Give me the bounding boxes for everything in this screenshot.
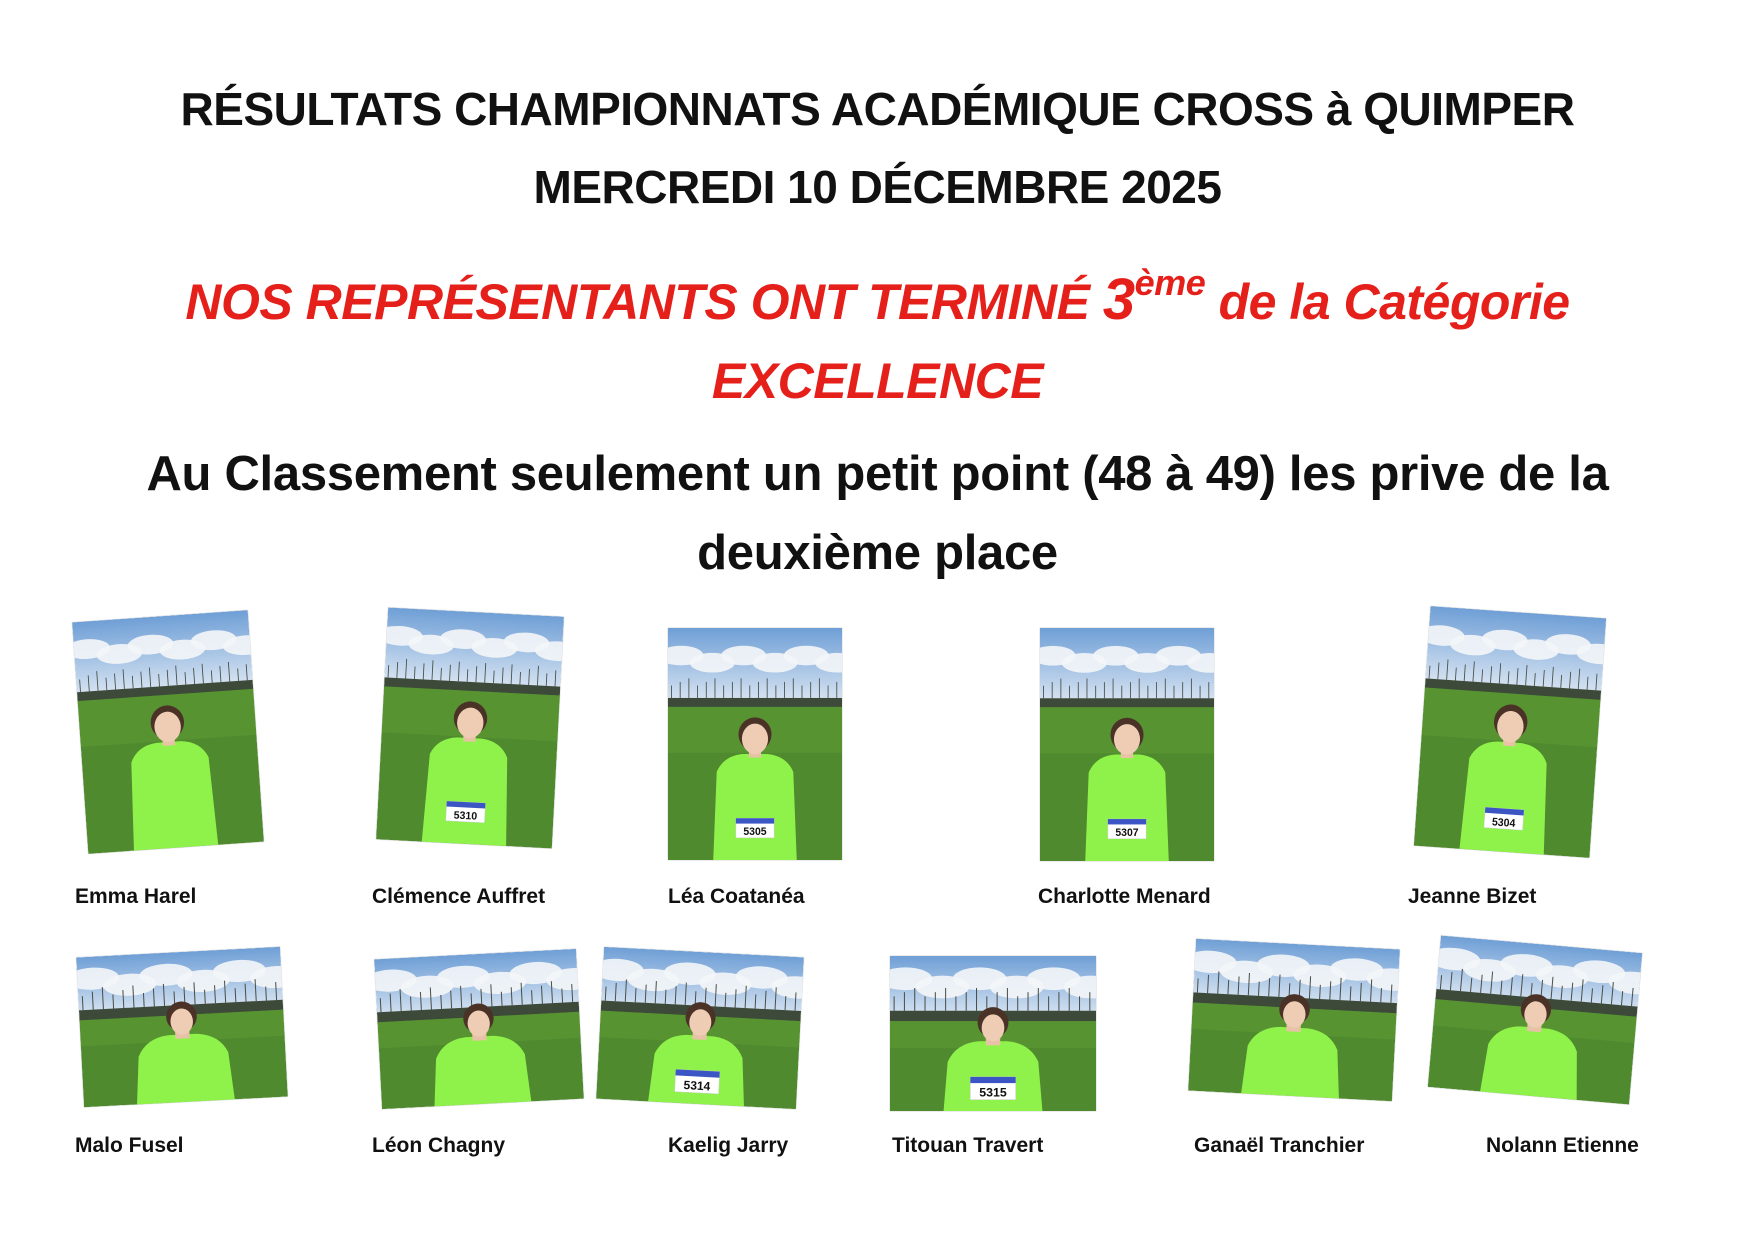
runner-photo xyxy=(1414,606,1606,858)
ranking-line-2: deuxième place xyxy=(697,526,1058,580)
bib-number: 5314 xyxy=(683,1077,711,1094)
runner-photo-illustration xyxy=(1414,606,1606,858)
bib-number: 5304 xyxy=(1491,816,1516,830)
runner-name: Charlotte Menard xyxy=(1038,885,1211,908)
runner-photo-illustration xyxy=(1428,935,1642,1104)
runner-photo-illustration xyxy=(376,608,564,849)
runner-photo-illustration xyxy=(1040,628,1214,861)
runner-name: Malo Fusel xyxy=(75,1134,184,1157)
runner-name: Nolann Etienne xyxy=(1486,1134,1639,1157)
runner-photo xyxy=(668,628,842,860)
bib-number: 5315 xyxy=(979,1085,1007,1100)
runner-photo-illustration xyxy=(76,947,288,1107)
runner-name: Clémence Auffret xyxy=(372,885,546,908)
title-line-2: MERCREDI 10 DÉCEMBRE 2025 xyxy=(533,161,1222,213)
bib-number: 5310 xyxy=(453,809,478,823)
runner-photo xyxy=(596,947,804,1109)
runner-photo xyxy=(376,608,564,849)
runner-photo-illustration xyxy=(668,628,842,860)
result-suffix: de la Catégorie xyxy=(1205,274,1570,330)
result-rank-sup: ème xyxy=(1134,262,1206,303)
bib-number: 5305 xyxy=(743,826,767,839)
runner-photo xyxy=(72,610,264,854)
result-line-2: EXCELLENCE xyxy=(711,353,1044,409)
runner-photo xyxy=(76,947,288,1107)
result-rank: 3 xyxy=(1102,267,1135,332)
runner-photo-illustration xyxy=(374,949,584,1109)
runner-name: Titouan Travert xyxy=(892,1134,1044,1157)
runner-name: Jeanne Bizet xyxy=(1408,885,1537,908)
result-prefix: NOS REPRÉSENTANTS ONT TERMINÉ xyxy=(185,274,1103,330)
runner-name: Léon Chagny xyxy=(372,1134,506,1157)
runner-name: Kaelig Jarry xyxy=(668,1134,789,1157)
runner-photo-illustration xyxy=(72,610,264,854)
runner-photo xyxy=(1188,939,1400,1101)
runner-photo xyxy=(374,949,584,1109)
bib-number: 5307 xyxy=(1115,826,1139,840)
title-line-1: RÉSULTATS CHAMPIONNATS ACADÉMIQUE CROSS à QUIMPER xyxy=(180,83,1575,135)
runner-name: Léa Coatanéa xyxy=(668,885,805,908)
runner-photo-illustration xyxy=(1188,939,1400,1101)
runner-photo xyxy=(1040,628,1214,861)
runner-photo-illustration xyxy=(596,947,804,1109)
runner-photo xyxy=(890,956,1096,1111)
runner-name: Ganaël Tranchier xyxy=(1194,1134,1365,1157)
runner-name: Emma Harel xyxy=(75,885,197,908)
runner-photo-illustration xyxy=(890,956,1096,1111)
result-line-1 xyxy=(0,262,1755,333)
runner-photo xyxy=(1428,935,1642,1104)
ranking-line-1: Au Classement seulement un petit point (48 à 49) les prive de la xyxy=(146,447,1609,501)
